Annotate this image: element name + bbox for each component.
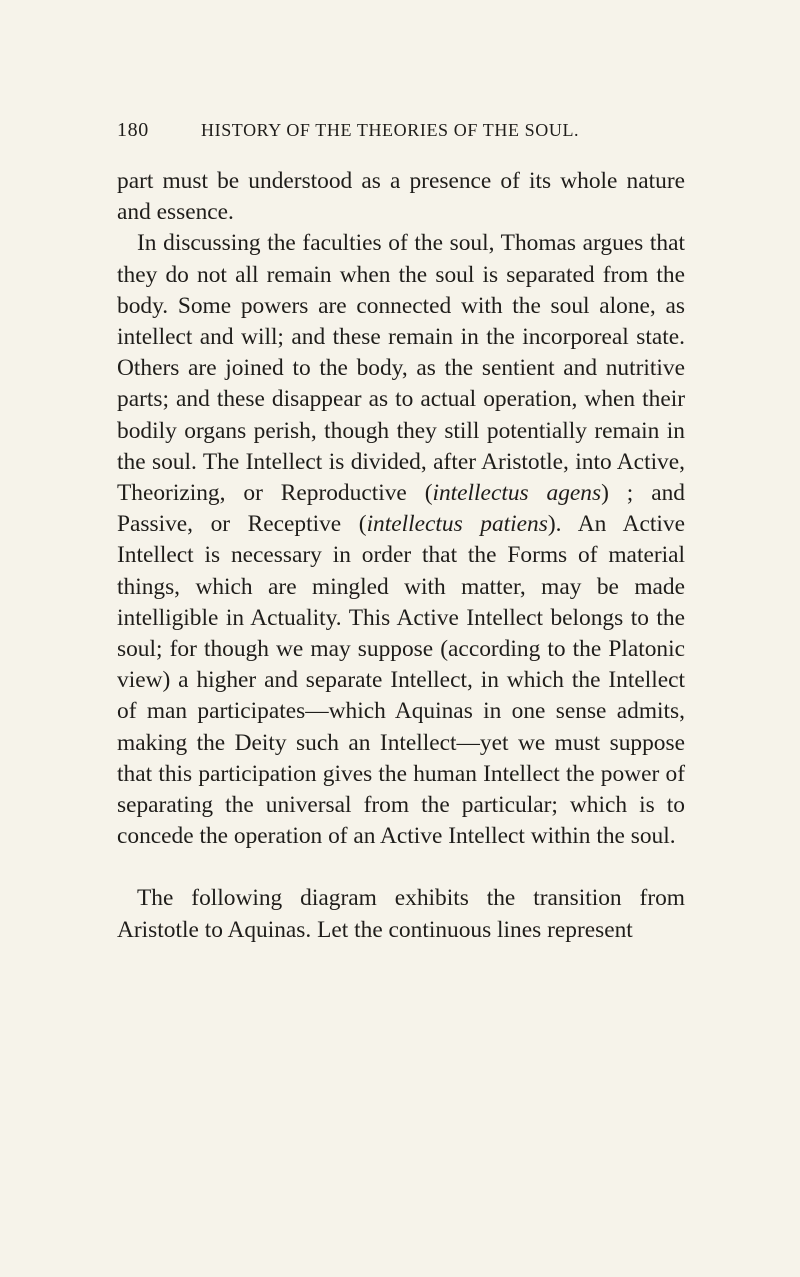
paragraph-2-text-c: ). An Active Intellect is necessary in order that the Forms of material things, which are mingled with matter, may be made intelligible in Actuality. This Active Intellect belongs to the soul; for though we may suppose (according to the Platonic view) a higher and separate Intellect, in which the Intellect of man participates—which Aquinas in one sense admits, making the Deity such an Intellect—yet we must suppose that this participation gives the human Intellect the power of separating the universal from the particular; which is to concede the operation of an Active Intellect within the soul.	[117, 511, 685, 850]
latin-term-intellectus-patiens: intellectus patiens	[366, 511, 548, 538]
running-title: HISTORY OF THE THEORIES OF THE SOUL.	[201, 120, 580, 140]
paragraph-1-text: part must be understood as a presence of its whole nature and essence.	[117, 168, 685, 226]
paragraph-1	[117, 166, 685, 228]
latin-term-intellectus-agens: intellectus agens	[432, 480, 602, 507]
paragraph-3	[117, 883, 685, 945]
paragraph-3-text: The following diagram exhibits the transition from Aristotle to Aquinas. Let the continuous lines represent	[117, 885, 685, 943]
paragraph-2	[117, 228, 685, 852]
page-number: 180	[117, 119, 149, 141]
running-head	[117, 119, 687, 143]
paragraph-2-text-b: ) ; and Passive, or Receptive (	[117, 480, 685, 538]
body-text	[117, 166, 685, 946]
paragraph-2-text-a: In discussing the faculties of the soul, Thomas argues that they do not all remain when the soul is separated from the body. Some powers are connected with the soul alone, as intellect and will; and these remain in the incorporeal state. Others are joined to the body, as the sentient and nutritive parts; and these disappear as to actual operation, when their bodily organs perish, though they still potentially remain in the soul. The Intellect is divided, after Aristotle, into Active, Theorizing, or Reproductive (	[117, 230, 685, 507]
